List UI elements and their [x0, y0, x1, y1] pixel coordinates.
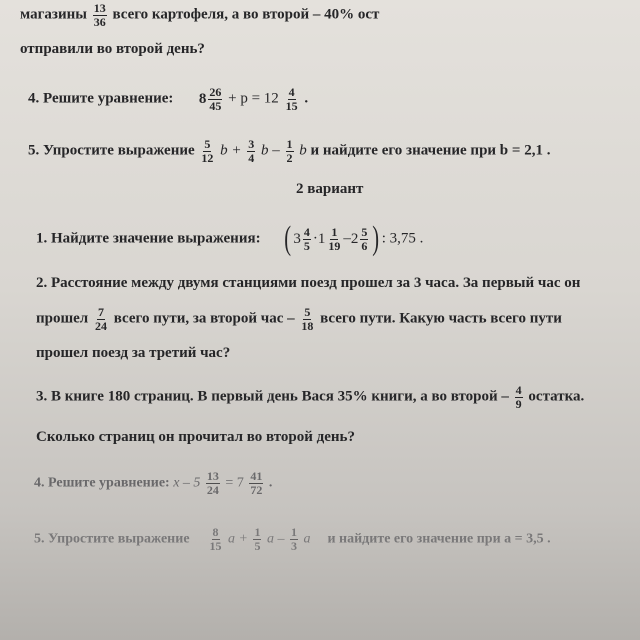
fraction — [327, 226, 341, 252]
close-paren: ) — [372, 220, 380, 257]
v2-task2-line1: 2. Расстояние между двумя станциями поезд прошел за 3 часа. За первый час он — [36, 275, 581, 291]
operator: – — [343, 230, 351, 247]
fraction — [360, 226, 368, 252]
fraction — [94, 306, 108, 332]
fraction — [200, 138, 214, 164]
operator: · — [312, 230, 318, 247]
term: a + — [228, 531, 248, 547]
v2-task5 — [34, 526, 551, 552]
numerator: 3 — [248, 137, 255, 151]
numerator: 1 — [286, 137, 293, 151]
v2-task4 — [34, 470, 272, 496]
expression: + p = 12 — [228, 90, 279, 107]
numerator: 41 — [250, 469, 263, 483]
integer: 1 — [317, 230, 326, 247]
denominator: 19 — [328, 238, 341, 253]
denominator: 24 — [206, 482, 219, 497]
term: b — [299, 142, 307, 159]
mixed-number — [293, 226, 313, 252]
v2-task3-line1 — [36, 384, 584, 410]
variant-title: 2 вариант — [296, 181, 364, 197]
mixed-number — [199, 86, 225, 112]
term: a – — [266, 531, 285, 547]
text: 3. В книге 180 страниц. В первый день Вася 35% книги, а во второй – — [36, 388, 509, 405]
expression: : 3,75 . — [381, 230, 424, 247]
numerator: 13 — [206, 469, 219, 483]
numerator: 7 — [97, 305, 104, 319]
numerator: 13 — [93, 1, 106, 15]
text: всего пути, за второй час – — [113, 310, 295, 327]
prev-task4 — [28, 86, 308, 112]
numerator: 4 — [288, 85, 295, 99]
prev-task5 — [28, 138, 550, 164]
task-label: 5. Упростите выражение — [34, 531, 190, 547]
fraction — [290, 526, 298, 552]
numerator: 5 — [204, 137, 211, 151]
v2-task3-line2: Сколько страниц он прочитал во второй день? — [36, 429, 355, 445]
fraction — [515, 384, 523, 410]
prev-task3-line1 — [20, 2, 379, 28]
fraction — [303, 226, 311, 252]
integer: 8 — [198, 90, 207, 107]
task-label: 5. Упростите выражение — [28, 142, 195, 159]
fraction — [247, 138, 255, 164]
integer: 3 — [293, 230, 301, 247]
numerator: 1 — [290, 525, 297, 539]
denominator: 15 — [285, 98, 298, 113]
fraction — [209, 526, 223, 552]
fraction — [208, 86, 222, 112]
v2-task2-line2 — [36, 306, 562, 332]
expression: x – 5 — [173, 475, 201, 491]
fraction — [206, 470, 220, 496]
numerator: 1 — [254, 525, 261, 539]
prev-task3-line2: отправили во второй день? — [20, 41, 205, 57]
denominator: 6 — [361, 238, 368, 253]
denominator: 2 — [286, 150, 293, 165]
numerator: 4 — [515, 383, 522, 397]
task-label: 1. Найдите значение выражения: — [36, 230, 261, 247]
term: b – — [261, 142, 280, 159]
integer: 2 — [350, 230, 359, 247]
term: a — [303, 531, 311, 547]
mixed-number — [351, 226, 371, 252]
denominator: 12 — [201, 150, 214, 165]
denominator: 36 — [93, 14, 106, 29]
numerator: 4 — [303, 224, 310, 239]
fraction — [93, 2, 107, 28]
punctuation: . — [268, 475, 273, 491]
numerator: 5 — [361, 224, 368, 239]
task-label: 4. Решите уравнение: — [28, 90, 174, 107]
denominator: 15 — [209, 538, 222, 553]
denominator: 9 — [515, 396, 522, 411]
text: всего картофеля, а во второй – 40% ост — [112, 6, 380, 23]
denominator: 3 — [290, 538, 297, 553]
numerator: 5 — [304, 305, 311, 319]
text: магазины — [20, 6, 87, 23]
mixed-number — [318, 226, 344, 252]
numerator: 26 — [209, 85, 222, 99]
denominator: 24 — [94, 318, 107, 333]
punctuation: . — [304, 90, 309, 107]
v2-task1 — [36, 222, 423, 256]
fraction — [300, 306, 314, 332]
fraction — [249, 470, 263, 496]
text: прошел — [36, 310, 89, 327]
task-text: и найдите его значение при a = 3,5 . — [327, 531, 551, 547]
text: остатка. — [528, 388, 585, 405]
text: всего пути. Какую часть всего пути — [320, 310, 562, 327]
task-text: и найдите его значение при b = 2,1 . — [310, 142, 551, 159]
denominator: 72 — [250, 482, 263, 497]
fraction — [286, 138, 294, 164]
denominator: 18 — [301, 318, 314, 333]
denominator: 5 — [303, 238, 310, 253]
task-label: 4. Решите уравнение: — [34, 475, 170, 491]
denominator: 4 — [248, 150, 255, 165]
term: b + — [220, 142, 242, 159]
expression: = 7 — [225, 475, 244, 491]
fraction — [253, 526, 261, 552]
denominator: 45 — [209, 98, 222, 113]
v2-task2-line3: прошел поезд за третий час? — [36, 345, 231, 361]
numerator: 1 — [331, 224, 338, 239]
fraction — [285, 86, 299, 112]
numerator: 8 — [212, 525, 219, 539]
open-paren: ( — [284, 220, 292, 257]
denominator: 5 — [254, 538, 261, 553]
